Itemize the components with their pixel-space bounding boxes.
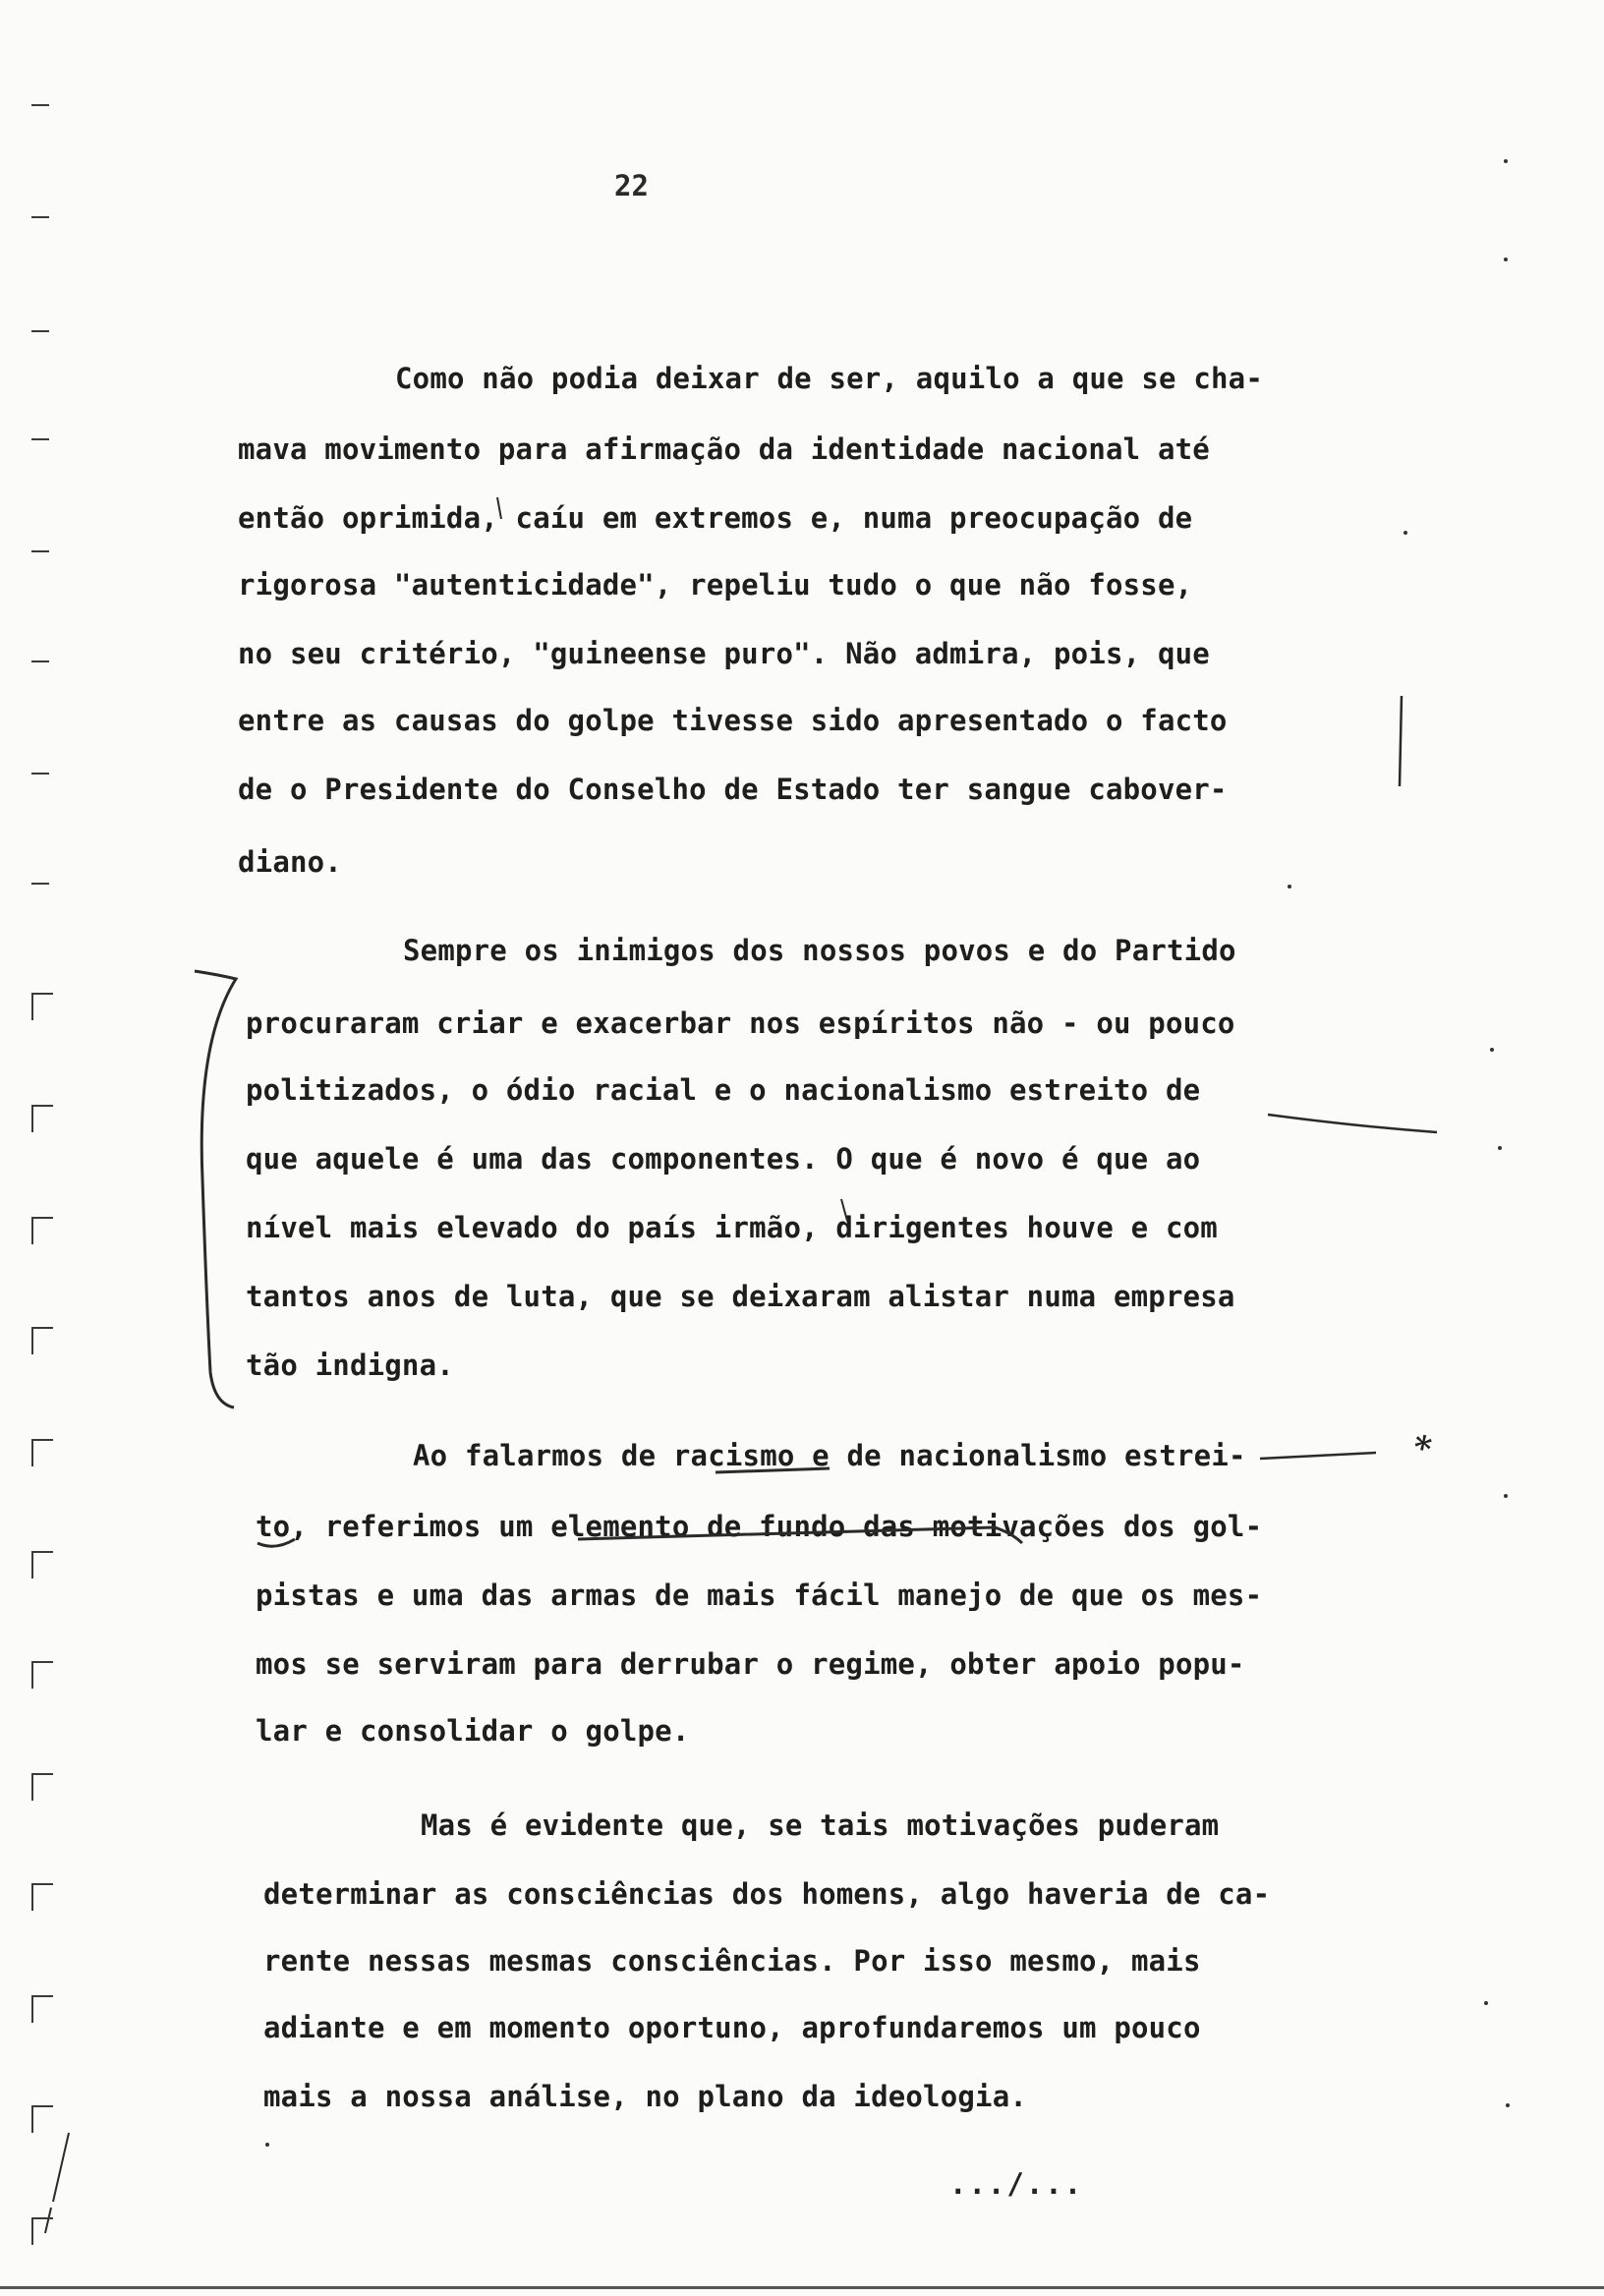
scan-speck (1506, 2103, 1510, 2107)
scan-speck (1484, 2001, 1488, 2005)
text-line: determinar as consciências dos homens, algo haveria de ca- (263, 1877, 1271, 1911)
margin-tick (31, 773, 49, 775)
scan-speck (1504, 258, 1508, 261)
text-line: Mas é evidente que, se tais motivações puderam (421, 1808, 1220, 1842)
page-number: 22 (614, 169, 649, 202)
text-line: no seu critério, "guineense puro". Não admira, pois, que (238, 637, 1210, 670)
asterisk-mark: * (1409, 1427, 1435, 1470)
text-line: nível mais elevado do país irmão, dirigentes houve e com (246, 1211, 1218, 1244)
margin-tick (31, 216, 49, 218)
text-line: pistas e uma das armas de mais fácil manejo de que os mes- (256, 1578, 1263, 1612)
text-line: Ao falarmos de racismo e de nacionalismo estrei- (413, 1439, 1246, 1472)
text-line: tão indigna. (246, 1349, 454, 1382)
margin-vertical-line (1400, 696, 1402, 786)
margin-tick (31, 1439, 53, 1466)
margin-tick (31, 438, 49, 440)
text-line: mava movimento para afirmação da identidade nacional até (238, 432, 1210, 466)
margin-tick (31, 550, 49, 552)
text-line: mais a nossa análise, no plano da ideologia. (263, 2080, 1028, 2113)
scan-speck (1504, 159, 1508, 163)
margin-tick (31, 1995, 53, 2023)
text-line: então oprimida, caíu em extremos e, numa preocupação de (238, 501, 1193, 535)
page-bottom-edge (0, 2286, 1604, 2289)
caiu-mark (497, 497, 501, 519)
margin-tick (31, 1661, 53, 1689)
underline-elemento (578, 1527, 1022, 1543)
margin-tick (31, 1327, 53, 1354)
scan-speck (1490, 1048, 1494, 1052)
underline-estreito (1260, 1453, 1376, 1459)
margin-tick (31, 1217, 53, 1244)
margin-tick (31, 1105, 53, 1132)
left-bracket (195, 971, 236, 1407)
scan-speck (1504, 1494, 1508, 1498)
text-line: to, referimos um elemento de fundo das motivações dos gol- (256, 1510, 1263, 1543)
slash-mark (841, 1199, 847, 1221)
diagonal-scratch (53, 2133, 69, 2202)
text-line: Como não podia deixar de ser, aquilo a que se cha- (395, 362, 1263, 395)
text-line: rente nessas mesmas consciências. Por isso mesmo, mais (263, 1944, 1201, 1978)
margin-tick (31, 883, 49, 885)
margin-tick (31, 993, 53, 1020)
underline-racismo (716, 1468, 830, 1472)
text-line: entre as causas do golpe tivesse sido apresentado o facto (238, 704, 1228, 737)
text-line: que aquele é uma das componentes. O que é novo é que ao (246, 1142, 1201, 1176)
text-line: lar e consolidar o golpe. (256, 1714, 690, 1748)
text-line: de o Presidente do Conselho de Estado ter sangue cabover- (238, 773, 1228, 806)
text-line: rigorosa "autenticidade", repeliu tudo o que não fosse, (238, 568, 1193, 602)
margin-tick (31, 2217, 53, 2245)
scan-speck (265, 2143, 269, 2147)
continuation-mark: .../... (949, 2167, 1084, 2201)
text-line: Sempre os inimigos dos nossos povos e do Partido (403, 934, 1236, 967)
margin-tick (31, 2105, 53, 2133)
text-line: tantos anos de luta, que se deixaram alistar numa empresa (246, 1280, 1235, 1313)
margin-tick (31, 1773, 53, 1801)
text-line: adiante e em momento oportuno, aprofundaremos um pouco (263, 2011, 1201, 2044)
scan-speck (1288, 885, 1291, 889)
margin-tick (31, 1551, 53, 1578)
text-line: diano. (238, 845, 342, 879)
strike-line (1268, 1115, 1437, 1132)
underline-to (258, 1539, 295, 1546)
text-line: mos se serviram para derrubar o regime, obter apoio popu- (256, 1647, 1245, 1681)
scan-speck (1404, 531, 1407, 535)
margin-tick (31, 330, 49, 332)
text-line: politizados, o ódio racial e o nacionalismo estreito de (246, 1073, 1201, 1107)
margin-tick (31, 1883, 53, 1911)
scan-speck (1498, 1146, 1502, 1150)
margin-tick (31, 660, 49, 662)
margin-tick (31, 104, 49, 106)
text-line: procuraram criar e exacerbar nos espíritos não - ou pouco (246, 1006, 1235, 1040)
